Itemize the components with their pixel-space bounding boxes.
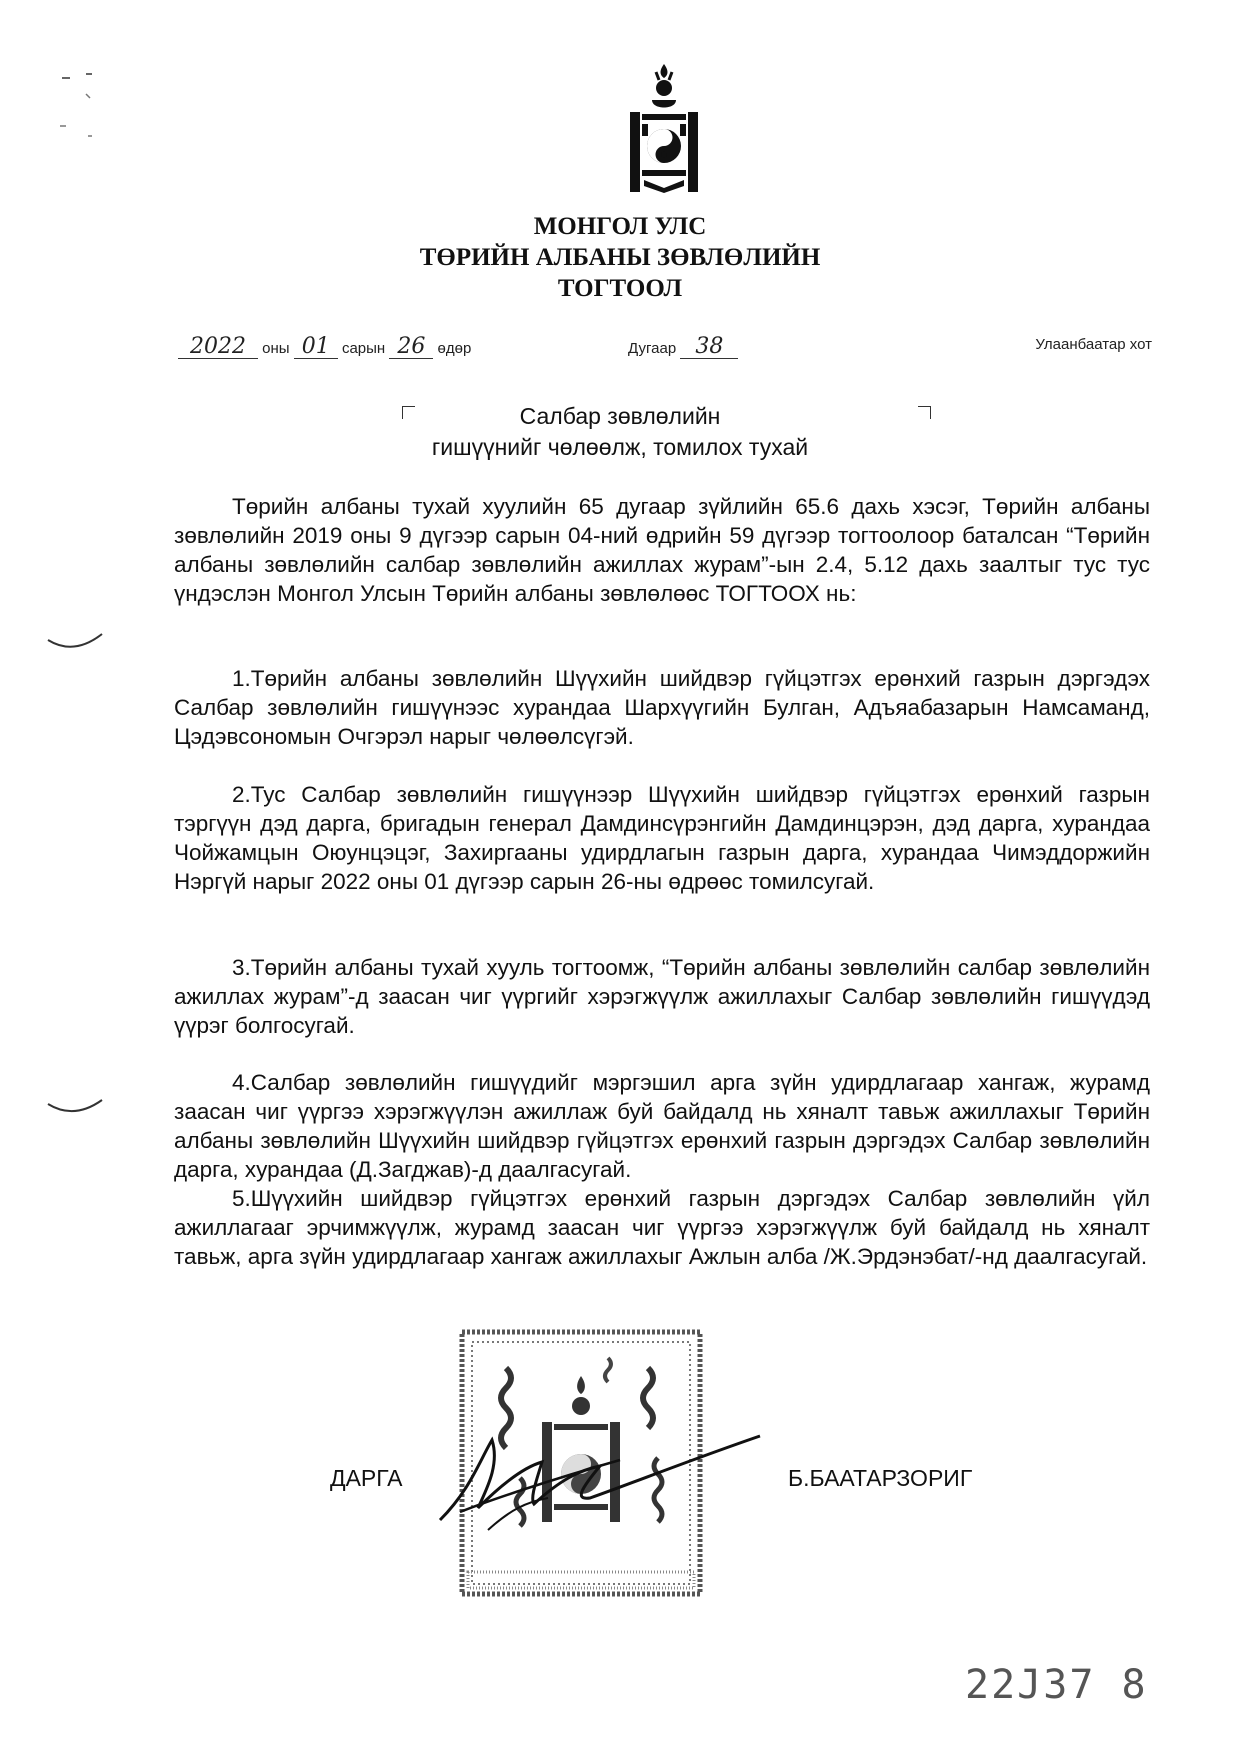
- signatory-title: ДАРГА: [330, 1465, 403, 1491]
- registration-stamp-number: 22J37 8: [965, 1662, 1148, 1708]
- signatory-name: Б.БААТАРЗОРИГ: [788, 1465, 973, 1491]
- resolution-item-1: 1.Төрийн албаны зөвлөлийн Шүүхийн шийдвэр гүйцэтгэх ерөнхий газрын дэргэдэх Салбар зөвлөлийн гишүүнээс хурандаа Шархүүгийн Булган, Адъяабазарын Намсаманд, Цэдэвсономын Очгэрэл нарыг чөлөөлсүгэй.: [174, 666, 1150, 749]
- subject-line-2: гишүүнийг чөлөөлж, томилох тухай: [431, 434, 809, 460]
- date-month-label: сарын: [341, 340, 386, 357]
- resolution-item-4: 4.Салбар зөвлөлийн гишүүдийг мэргэшил арга зүйн удирдлагаар хангаж, журамд заасан чиг үүргээ хэрэгжүүлэн ажиллаж буй байдалд нь хяналт тавьж ажиллахыг Төрийн албаны зөвлөлийн Шүүхийн шийдвэр гүйцэтгэх ерөнхий газрын дэргэдэх Салбар зөвлөлийн дарга, хурандаа (Д.Загджав)-д даалгасугай.: [174, 1070, 1150, 1182]
- document-city: Улаанбаатар хот: [1035, 336, 1152, 353]
- number-handwritten: 38: [680, 336, 738, 359]
- number-label: Дугаар: [628, 340, 677, 357]
- document-number: [628, 336, 738, 359]
- date-year-handwritten: 2022: [178, 336, 258, 359]
- handwritten-signature: [430, 1370, 790, 1560]
- date-year-label: оны: [262, 340, 290, 357]
- resolution-item-2: 2.Тус Салбар зөвлөлийн гишүүнээр Шүүхийн шийдвэр гүйцэтгэх ерөнхий газрын тэргүүн дэд дарга, бригадын генерал Дамдинсүрэнгийн Дамдинцэрэн, дэд дарга, хурандаа Чойжамцын Оюунцэцэг, Захиргааны удирдлагын газрын дарга, хурандаа Чимэддоржийн Нэргүй нарыг 2022 оны 01 дүгээр сарын 26-ны өдрөөс томилсугай.: [174, 782, 1150, 894]
- header-document-type: ТОГТООЛ: [557, 275, 683, 302]
- date-day-handwritten: 26: [389, 336, 433, 359]
- resolution-item-3: 3.Төрийн албаны тухай хууль тогтоомж, “Төрийн албаны зөвлөлийн салбар зөвлөлийн ажиллах журам”-д заасан чиг үүргийг хэрэгжүүлж ажиллахыг Салбар зөвлөлийн гишүүдэд үүрэг болгосугай.: [174, 955, 1150, 1038]
- header-country: МОНГОЛ УЛС: [533, 213, 707, 240]
- date-month-handwritten: 01: [294, 336, 338, 359]
- date-day-label: өдөр: [437, 340, 472, 357]
- resolution-item-5: 5.Шүүхийн шийдвэр гүйцэтгэх ерөнхий газрын дэргэдэх Салбар зөвлөлийн үйл ажиллагааг эрчимжүүлж, журамд заасан чиг үүргээ хэрэгжүүлж буй байдалд нь хяналт тавьж, арга зүйн удирдлагаар хангаж ажиллахыг Ажлын алба /Ж.Эрдэнэбат/-нд даалгасугай.: [174, 1186, 1150, 1269]
- header-organization: ТӨРИЙН АЛБАНЫ ЗӨВЛӨЛИЙН: [419, 244, 821, 271]
- soyombo-emblem-icon: [628, 62, 700, 194]
- preamble-paragraph: Төрийн албаны тухай хуулийн 65 дугаар зүйлийн 65.6 дахь хэсэг, Төрийн албаны зөвлөлийн 2019 оны 9 дүгээр сарын 04-ний өдрийн 59 дүгээр тогтоолоор баталсан “Төрийн албаны зөвлөлийн салбар зөвлөлийн ажиллах журам”-ын 2.4, 5.12 дахь заалтыг тус тус үндэслэн Монгол Улсын Төрийн албаны зөвлөлөөс ТОГТООХ нь:: [174, 494, 1150, 606]
- subject-line-1: Салбар зөвлөлийн: [519, 403, 721, 429]
- document-date: [178, 336, 471, 359]
